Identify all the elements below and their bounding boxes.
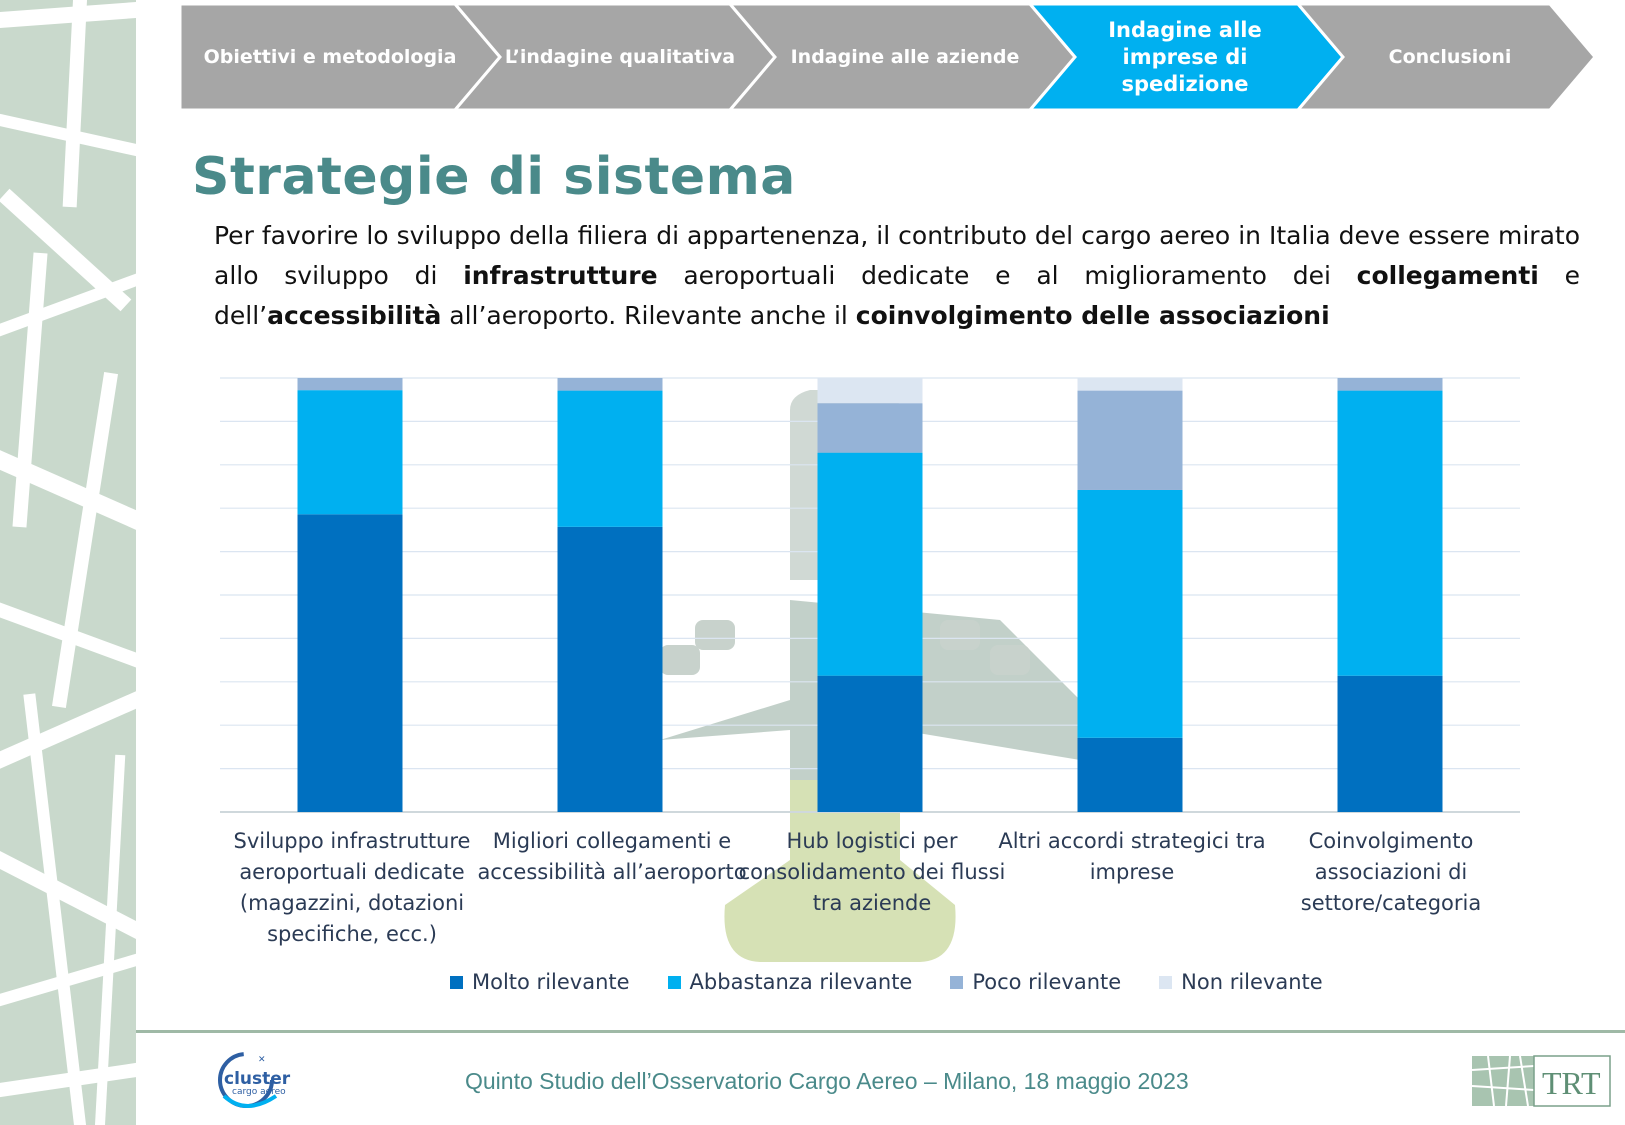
legend-label: Abbastanza rilevante [689,970,913,994]
nav-step-label-2[interactable]: L’indagine qualitativa [504,45,736,68]
category-label: Migliori collegamenti e accessibilità all’aeroporto [477,829,747,884]
intro-bold-associazioni: coinvolgimento delle associazioni [855,301,1330,330]
trt-logo [1470,1052,1612,1110]
legend-label: Molto rilevante [472,970,630,994]
legend-swatch [1159,976,1172,989]
category-label: Hub logistici per consolidamento dei flussi tra aziende [738,829,1006,915]
category-label: Altri accordi strategici tra imprese [998,829,1266,884]
intro-text: e dell’ [214,261,1580,330]
legend-label: Non rilevante [1181,970,1323,994]
bar-segment [818,453,923,676]
bar-segment [818,676,923,812]
legend-item-molto [450,970,630,994]
bar-segment [1338,676,1443,812]
intro-bold-infrastrutture: infrastrutture [463,261,658,290]
legend-swatch [950,976,963,989]
nav-step-label-3[interactable]: Indagine alle aziende [790,45,1020,68]
trt-logo-text: TRT [1542,1065,1601,1101]
svg-text:✕: ✕ [258,1055,266,1065]
legend-swatch [668,976,681,989]
bar-segment [1078,490,1183,738]
bar-segment [818,403,923,452]
bar-segment [1078,378,1183,391]
bar-segment [1338,378,1443,391]
bar-segment [298,390,403,514]
bar-segment [1078,738,1183,812]
legend-item-abbastanza [668,970,913,994]
intro-text: aeroportuali dedicate e al miglioramento dei [657,261,1357,290]
category-label: Sviluppo infrastrutture aeroportuali dedicate (magazzini, dotazioni specifiche, ecc.) [233,829,471,946]
bar-segment [558,527,663,812]
legend-item-poco [950,970,1121,994]
intro-text: all’aeroporto. Rilevante anche il [441,301,856,330]
chart-legend [450,966,1323,998]
bar-segment [1078,391,1183,490]
bar-segment [1338,391,1443,676]
cluster-logo-sub: cargo aereo [232,1087,286,1097]
bar-segment [558,391,663,527]
bar-segment [818,378,923,403]
cluster-logo-word: cluster [224,1069,291,1089]
footer-text: Quinto Studio dell’Osservatorio Cargo Aereo – Milano, 18 maggio 2023 [465,1068,1189,1094]
bar-segment [298,378,403,390]
nav-step-label-5[interactable]: Conclusioni [1388,45,1512,68]
nav-step-label-4[interactable]: Indagine alle imprese di spedizione [1108,17,1262,96]
cluster-logo [206,1044,302,1116]
legend-item-non [1159,970,1323,994]
legend-swatch [450,976,463,989]
page-title: Strategie di sistema [192,147,796,207]
bar-segment [558,378,663,391]
intro-bold-collegamenti: collegamenti [1356,261,1539,290]
intro-bold-accessibilita: accessibilità [267,301,442,330]
intro-text: Per favorire lo sviluppo della filiera di appartenenza, il contributo del cargo aereo in Italia deve essere mirato allo sviluppo di [214,221,1580,290]
footer-divider [136,1030,1625,1033]
nav-step-label-1[interactable]: Obiettivi e metodologia [203,45,457,68]
legend-label: Poco rilevante [972,970,1122,994]
category-label: Coinvolgimento associazioni di settore/categoria [1300,829,1482,915]
bar-segment [298,514,403,812]
